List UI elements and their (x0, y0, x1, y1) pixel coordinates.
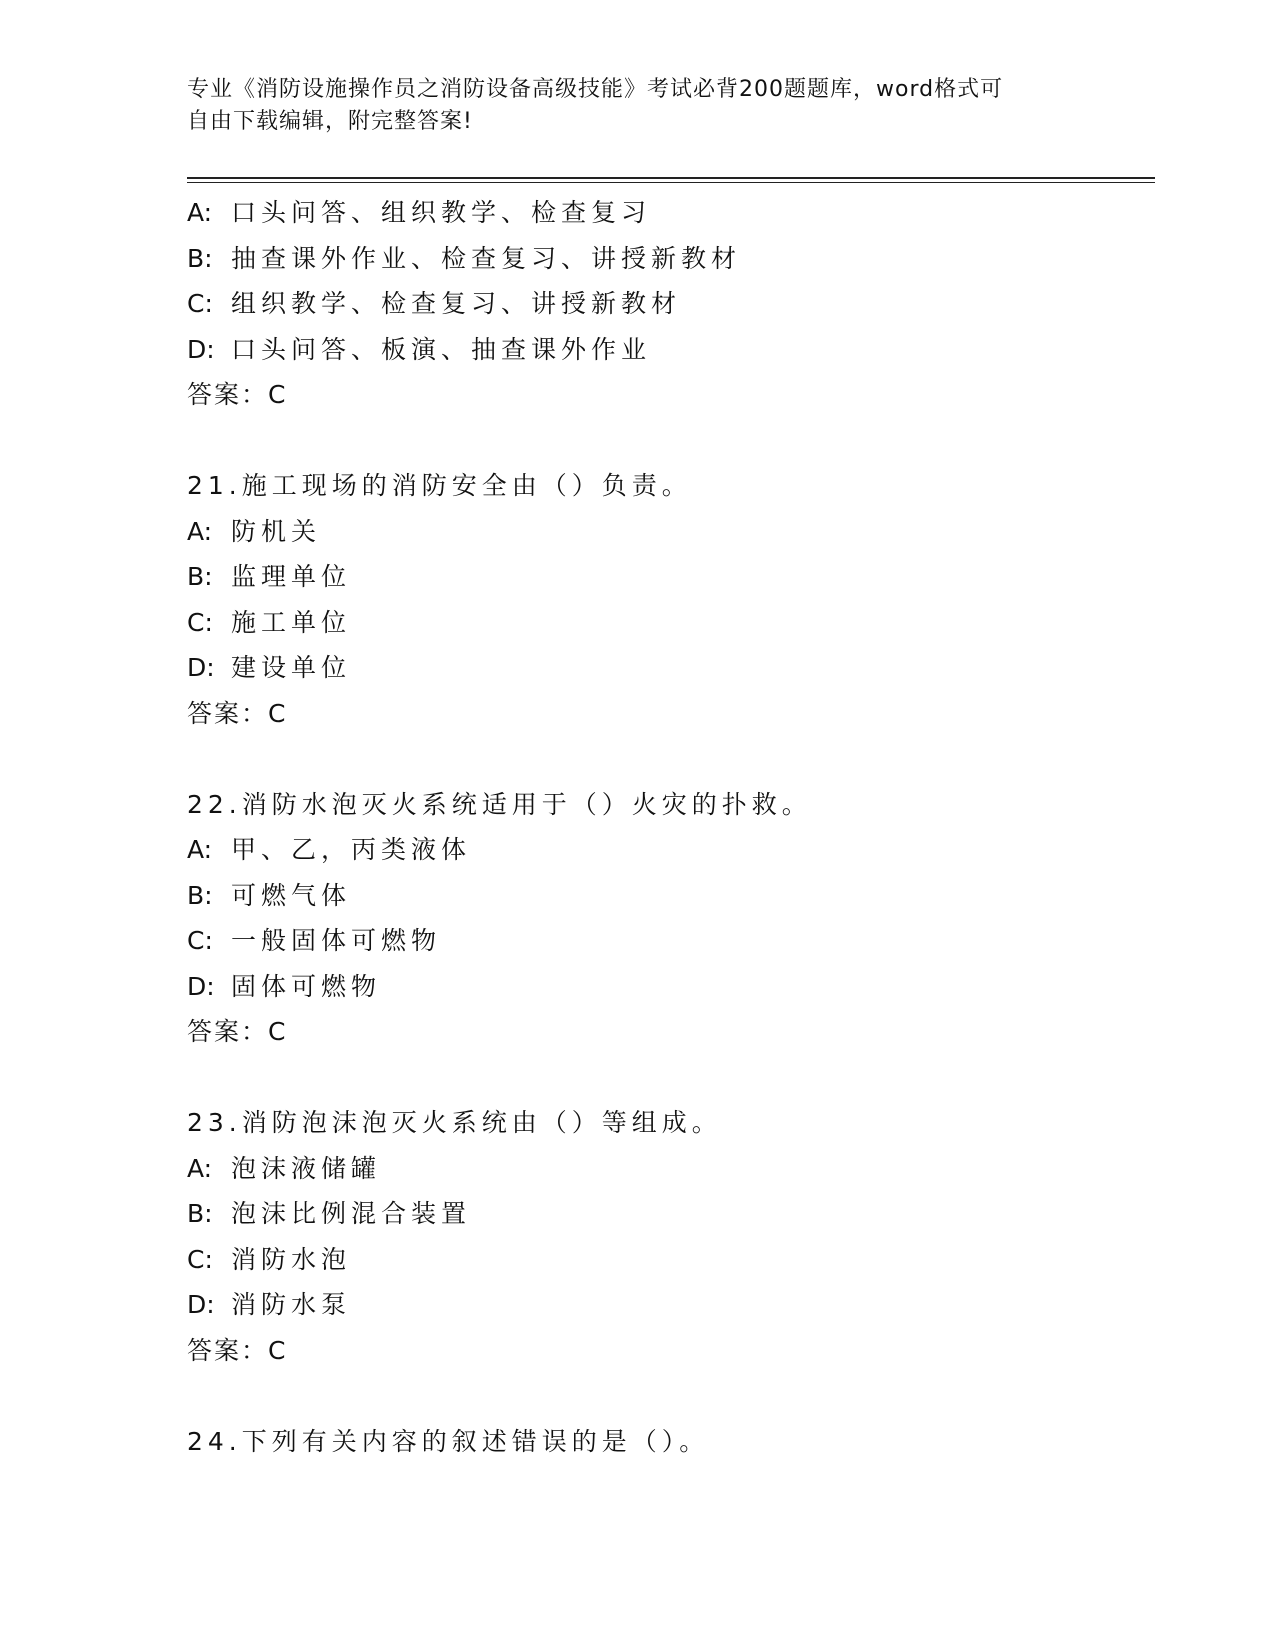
answer-line: 答案：C (187, 1017, 288, 1046)
header-title-line2: 自由下载编辑，附完整答案! (187, 109, 473, 134)
document-header (187, 74, 1087, 138)
header-title-line1: 专业《消防设施操作员之消防设备高级技能》考试必背200题题库，word格式可 (187, 77, 1004, 102)
question-block-22 (187, 782, 1155, 1055)
option-a: A: 防机关 (187, 516, 322, 546)
option-b: B: 可燃气体 (187, 880, 352, 910)
answer-line: 答案：C (187, 380, 288, 409)
option-d: D: 口头问答、板演、抽查课外作业 (187, 334, 652, 364)
option-a: A: 甲、乙，丙类液体 (187, 835, 472, 864)
question-stem: 22.消防水泡灭火系统适用于（）火灾的扑救。 (187, 789, 812, 819)
option-c: C: 一般固体可燃物 (187, 926, 442, 955)
header-divider-thick (187, 177, 1155, 179)
question-block-continued (187, 190, 1155, 418)
option-c: C: 施工单位 (187, 607, 352, 637)
option-d: D: 建设单位 (187, 653, 352, 682)
question-stem: 24.下列有关内容的叙述错误的是（）。 (187, 1426, 710, 1456)
option-d: D: 固体可燃物 (187, 971, 382, 1001)
question-block-23 (187, 1100, 1155, 1373)
option-a: A: 泡沫液储罐 (187, 1153, 382, 1183)
question-stem: 21.施工现场的消防安全由（）负责。 (187, 471, 692, 500)
answer-line: 答案：C (187, 1335, 288, 1365)
question-block-24 (187, 1419, 1155, 1465)
question-stem: 23.消防泡沫泡灭火系统由（）等组成。 (187, 1108, 722, 1137)
option-b: B: 监理单位 (187, 562, 352, 591)
option-c: C: 消防水泡 (187, 1244, 352, 1274)
answer-line: 答案：C (187, 698, 288, 728)
option-b: B: 抽查课外作业、检查复习、讲授新教材 (187, 243, 742, 273)
option-c: C: 组织教学、检查复习、讲授新教材 (187, 289, 682, 318)
option-d: D: 消防水泵 (187, 1290, 352, 1319)
question-list (187, 190, 1155, 1464)
option-a: A: 口头问答、组织教学、检查复习 (187, 198, 652, 227)
question-block-21 (187, 463, 1155, 736)
option-b: B: 泡沫比例混合装置 (187, 1199, 472, 1228)
header-divider-thin (187, 182, 1155, 183)
